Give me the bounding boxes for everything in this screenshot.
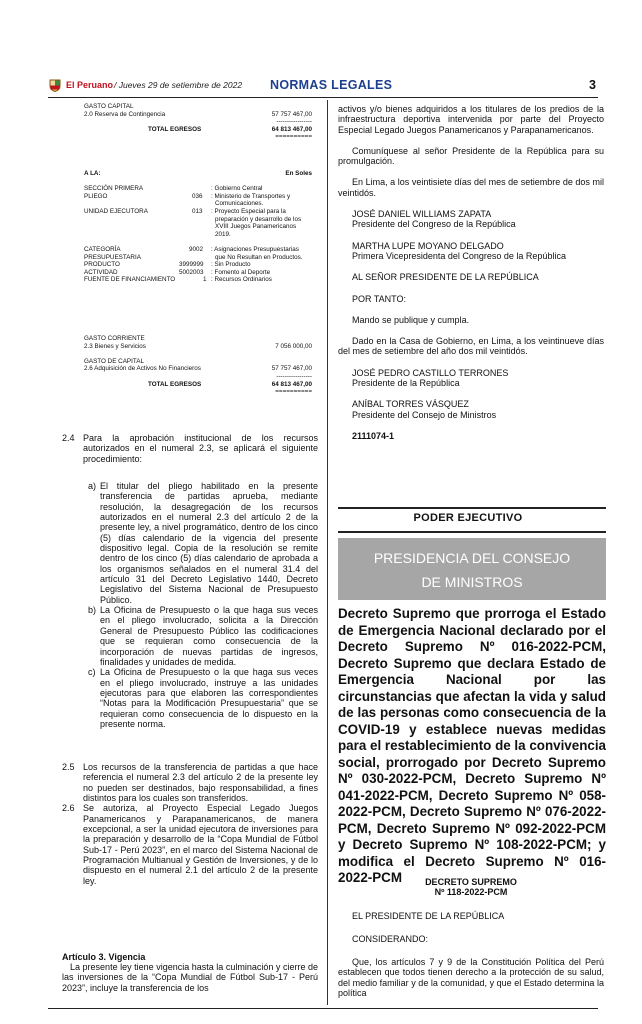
gasto-capital-heading: GASTO CAPITAL [84, 103, 134, 110]
considerando-heading: CONSIDERANDO: [352, 933, 429, 944]
item-text: La Oficina de Presupuesto o la que haga sus veces en el pliego involucrado, solicita a la Dirección General de Presupuesto Público las codificaciones que se requieran como consecuencia de la incorporación de nuevas partidas de ingresos, finalidades y unidades de medida. [100, 605, 318, 667]
numeral-text: Se autoriza, al Proyecto Especial Legado Juegos Panamericanos y Parapanamericanos, de manera excepcional, a ser la unidad ejecutora de inversiones para la preparación y desarrollo de la “Copa Mundial de Fútbol Sub-17 - Perú 2023”, en el marco del Sistema Nacional de Programación Multianual y Gestión de Inversiones, y de lo dispuesto en el numeral 2.1 del artículo 2 de la presente ley. [83, 803, 318, 886]
ministry-name-line: PRESIDENCIA DEL CONSEJO [373, 550, 571, 566]
total-egresos-amount: 64 813 467,00 [271, 125, 312, 133]
addressee: AL SEÑOR PRESIDENTE DE LA REPÚBLICA [352, 272, 539, 283]
item-letter: a) [88, 481, 97, 491]
page-header [48, 78, 598, 96]
categoria-code: 9002 [189, 245, 204, 253]
ministry-banner [338, 538, 606, 600]
categoria-value: : Asignaciones Presupuestarias [211, 245, 299, 253]
signatory-title: Presidente del Consejo de Ministros [352, 409, 497, 420]
equals-line: ========== [275, 133, 312, 141]
total-egresos-label: TOTAL EGRESOS [148, 125, 202, 133]
signatory-name: ANÍBAL TORRES VÁSQUEZ [352, 399, 469, 410]
signatory-name: JOSÉ DANIEL WILLIAMS ZAPATA [352, 209, 492, 220]
signature-block [338, 399, 604, 420]
numeral-text: Los recursos de la transferencia de partidas a que hace referencia el numeral 2.3 del artículo 2 de la presente ley no pueden ser destinados, bajo responsabilidad, a fines distintos para los cuales son transferidos. [83, 762, 318, 804]
newspaper-name: El Peruano [66, 80, 114, 90]
section-rule-top [338, 507, 606, 509]
budget-table-bottom [84, 335, 316, 396]
unidad-value: : Proyecto Especial para la [211, 207, 286, 215]
a-la-heading: A LA: [84, 170, 101, 177]
producto-code: 3999999 [179, 261, 204, 269]
numeral-text: Para la aprobación institucional de los recursos autorizados en el numeral 2.3, se aplicará el siguiente procedimiento: [83, 433, 318, 464]
signature-block [338, 209, 604, 230]
actividad-label: ACTIVIDAD [84, 268, 118, 276]
decree-label: DECRETO SUPREMO [425, 877, 517, 887]
reserva-label: 2.0 Reserva de Contingencia [84, 110, 166, 118]
numeral-2-4 [62, 433, 318, 464]
categoria-value-cont: que No Resultan en Productos. [215, 253, 303, 261]
signatory-title: Presidente del Congreso de la República [352, 219, 516, 230]
gasto-corriente-heading: GASTO CORRIENTE [84, 335, 145, 342]
activos-amount: 57 757 467,00 [271, 365, 312, 373]
item-letter: c) [88, 667, 96, 678]
gasto-capital-heading-2: GASTO DE CAPITAL [84, 357, 144, 365]
pliego-value: : Ministerio de Transportes y [211, 192, 291, 200]
total-egresos-amount-2: 64 813 467,00 [271, 380, 312, 388]
pliego-value-cont: Comunicaciones. [215, 200, 264, 208]
numeral-number: 2.6 [62, 803, 75, 814]
fuente-label: FUENTE DE FINANCIAMIENTO [84, 276, 176, 284]
page-number: 3 [589, 78, 596, 92]
section-heading: PODER EJECUTIVO [413, 512, 523, 524]
considerando-text: Que, los artículos 7 y 9 de la Constitución Política del Perú establecen que todos tienen derecho a la protección de su salud, del medio familiar y de la comunidad, y que el Estado determina la política [338, 957, 604, 999]
numeral-number: 2.4 [62, 433, 75, 443]
ministry-name-line: DE MINISTROS [421, 574, 523, 590]
article-3 [62, 952, 318, 993]
decree-body [338, 877, 604, 998]
bienes-label: 2.3 Bienes y Servicios [84, 342, 146, 350]
mando-text: Mando se publique y cumpla. [352, 314, 470, 325]
en-soles-label: En Soles [285, 170, 312, 177]
unidad-label: UNIDAD EJECUTORA [84, 207, 148, 215]
signatory-title: Presidente de la República [352, 378, 460, 389]
item-text: La Oficina de Presupuesto o la que haga sus veces en el pliego involucrado, instruye a las unidades ejecutoras para que elaboren las correspondientes “Notas para la Modificación Presupuestaria” que se requieran como consecuencia de lo dispuesto en la presente norma. [100, 667, 318, 729]
signature-block [338, 368, 604, 389]
signatory-title: Primera Vicepresidenta del Congreso de la República [352, 250, 566, 261]
numerals-2-5-2-6 [62, 762, 318, 886]
publication-code: 2111074-1 [352, 430, 395, 441]
producto-value: : Sin Producto [211, 261, 251, 269]
pliego-code: 036 [192, 192, 203, 200]
fuente-value: : Recursos Ordinarios [211, 276, 272, 284]
seccion-value: : Gobierno Central [211, 185, 263, 193]
producto-label: PRODUCTO [84, 261, 120, 269]
president-heading: EL PRESIDENTE DE LA REPÚBLICA [352, 910, 505, 921]
column-divider [327, 100, 328, 1005]
procedure-list [88, 481, 318, 729]
unidad-value-cont: 2019. [215, 230, 231, 238]
unidad-code: 013 [192, 207, 203, 215]
budget-table-destination [84, 170, 316, 284]
total-egresos-label-2: TOTAL EGRESOS [148, 380, 202, 388]
item-letter: b) [88, 605, 97, 616]
numeral-number: 2.5 [62, 762, 75, 772]
comuniquese-text: Comuníquese al señor Presidente de la República para su promulgación. [338, 145, 604, 167]
dash-line: ----------------- [276, 372, 312, 380]
activos-label: 2.6 Adquisición de Activos No Financieros [84, 365, 201, 373]
actividad-value: : Fomento al Deporte [211, 268, 271, 276]
actividad-code: 5002003 [179, 268, 204, 276]
equals-line: ========== [275, 388, 312, 396]
article-title: Artículo 3. Vigencia [62, 952, 146, 962]
bienes-amount: 7 056 000,00 [275, 342, 312, 350]
article-text: La presente ley tiene vigencia hasta la culminación y cierre de las inversiones de la “Copa Mundial de Fútbol Sub-17 - Perú 2023”, incluye la transferencia de los [62, 962, 318, 993]
reserva-amount: 57 757 467,00 [271, 110, 312, 118]
decree-number: Nº 118-2022-PCM [434, 887, 508, 898]
section-rule-bottom [338, 531, 606, 533]
fuente-code: 1 [203, 276, 207, 284]
dado-text: Dado en la Casa de Gobierno, en Lima, a los veintinueve días del mes de setiembre del año dos mil veintidós. [338, 336, 604, 357]
coat-of-arms-icon [48, 78, 62, 92]
issue-date: / Jueves 29 de setiembre de 2022 [114, 80, 243, 90]
budget-table-top [84, 103, 316, 141]
dash-line: ----------------- [276, 118, 312, 126]
presupuestaria-label: PRESUPUESTARIA [84, 253, 141, 261]
categoria-label: CATEGORÍA [84, 245, 121, 253]
continuation-text: activos y/o bienes adquiridos a los titulares de los predios de la infraestructura deportiva intervenida por parte del Proyecto Especial Legado Juegos Panamericanos y Parapanamericanos. [338, 104, 604, 135]
por-tanto: POR TANTO: [352, 293, 407, 304]
section-title: NORMAS LEGALES [270, 78, 393, 92]
seccion-label: SECCIÓN PRIMERA [84, 185, 144, 193]
unidad-value-cont: preparación y desarrollo de los [215, 215, 302, 223]
pliego-label: PLIEGO [84, 192, 108, 200]
signature-block [338, 241, 604, 262]
signatory-name: MARTHA LUPE MOYANO DELGADO [352, 240, 504, 251]
en-lima-text: En Lima, a los veintisiete días del mes de setiembre de dos mil veintidós. [338, 177, 604, 198]
header-rule [48, 97, 598, 98]
signatory-name: JOSÉ PEDRO CASTILLO TERRONES [352, 367, 509, 378]
decree-title: Decreto Supremo que prorroga el Estado de Emergencia Nacional declarado por el Decreto Supremo Nº 016-2022-PCM, Decreto Supremo que declara Estado de Emergencia Nacional por las circunstancias que afectan la vida y salud de las personas como consecuencia de la COVID-19 y establece nuevas medidas para el restablecimiento de la convivencia social, prorrogado por Decreto Supremo Nº 030-2022-PCM, Decreto Supremo Nº 041-2022-PCM, Decreto Supremo Nº 058-2022-PCM, Decreto Supremo Nº 076-2022-PCM, Decreto Supremo Nº 092-2022-PCM y Decreto Supremo Nº 108-2022-PCM; y modifica el Decreto Supremo Nº 016-2022-PCM [338, 606, 606, 885]
right-column-text [338, 104, 604, 441]
unidad-value-cont: XVIII Juegos Panamericanos [215, 223, 297, 231]
footer-rule [48, 1008, 598, 1009]
item-text: El titular del pliego habilitado en la presente transferencia de partidas aprueba, mediante resolución, la desagregación de los recursos autorizados en el numeral 2.3 del artículo 2 de la presente ley, a nivel programático, dentro de los cinco (5) días calendario de la vigencia del presente dispositivo legal. Copia de la resolución se remite dentro de los cinco (5) días calendario de aprobada a los organismos señalados en el numeral 31.4 del artículo 31 del Decreto Legislativo 1440, Decreto Legislativo del Sistema Nacional de Presupuesto Público. [100, 481, 318, 605]
